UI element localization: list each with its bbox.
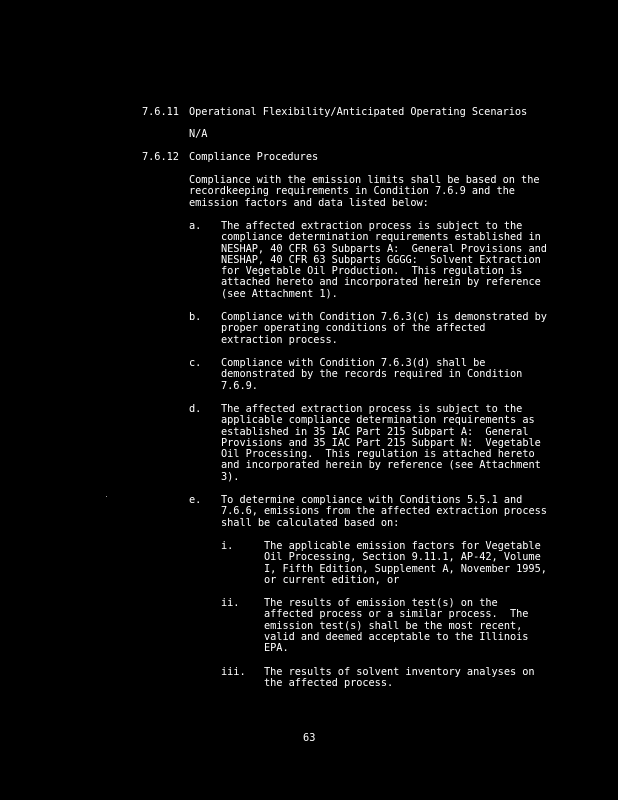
- section-number: 7.6.11: [142, 106, 179, 118]
- list-item-letter: d.: [189, 403, 202, 415]
- list-item-letter: c.: [189, 357, 202, 369]
- list-item-text: The affected extraction process is subject to the applicable compliance determination requirements as established in 35 IAC Part 215 Subpart A: General Provisions and 35 IAC Part 215 Subpart N: Vegetable Oil Processing. This regulation is attached hereto and incorporated herein by reference (see Attachment 3).: [221, 403, 541, 483]
- sublist-item-numeral: i.: [221, 540, 234, 552]
- section-title: Compliance Procedures: [189, 151, 319, 163]
- list-item-letter: a.: [189, 220, 202, 232]
- section-body: N/A: [189, 128, 208, 140]
- list-item-text: Compliance with Condition 7.6.3(c) is demonstrated by proper operating conditions of the affected extraction process.: [221, 311, 547, 346]
- list-item-letter: e.: [189, 494, 202, 506]
- sublist-item-text: The applicable emission factors for Vegetable Oil Processing, Section 9.11.1, AP-42, Volume I, Fifth Edition, Supplement A, November 1995, or current edition, or: [264, 540, 547, 586]
- sublist-item-numeral: ii.: [221, 597, 240, 609]
- scan-speck: [106, 496, 107, 497]
- list-item-text: The affected extraction process is subject to the compliance determination requirements established in NESHAP, 40 CFR 63 Subparts A: General Provisions and NESHAP, 40 CFR 63 Subparts GGGG: Solvent Extraction for Vegetable Oil Production. This regulation is attached hereto and incorporated herein by reference (see Attachment 1).: [221, 220, 547, 300]
- section-title: Operational Flexibility/Anticipated Operating Scenarios: [189, 106, 528, 118]
- sublist-item-text: The results of solvent inventory analyses on the affected process.: [264, 666, 535, 690]
- sublist-item-numeral: iii.: [221, 666, 246, 678]
- list-item-text: To determine compliance with Conditions 5.5.1 and 7.6.6, emissions from the affected extraction process shall be calculated based on:: [221, 494, 547, 529]
- list-item-letter: b.: [189, 311, 202, 323]
- sublist-item-text: The results of emission test(s) on the affected process or a similar process. The emission test(s) shall be the most recent, valid and deemed acceptable to the Illinois EPA.: [264, 597, 529, 655]
- page-number: 63: [303, 732, 316, 744]
- section-intro: Compliance with the emission limits shall be based on the recordkeeping requirements in Condition 7.6.9 and the emission factors and data listed below:: [189, 174, 540, 209]
- list-item-text: Compliance with Condition 7.6.3(d) shall be demonstrated by the records required in Condition 7.6.9.: [221, 357, 523, 392]
- section-number: 7.6.12: [142, 151, 179, 163]
